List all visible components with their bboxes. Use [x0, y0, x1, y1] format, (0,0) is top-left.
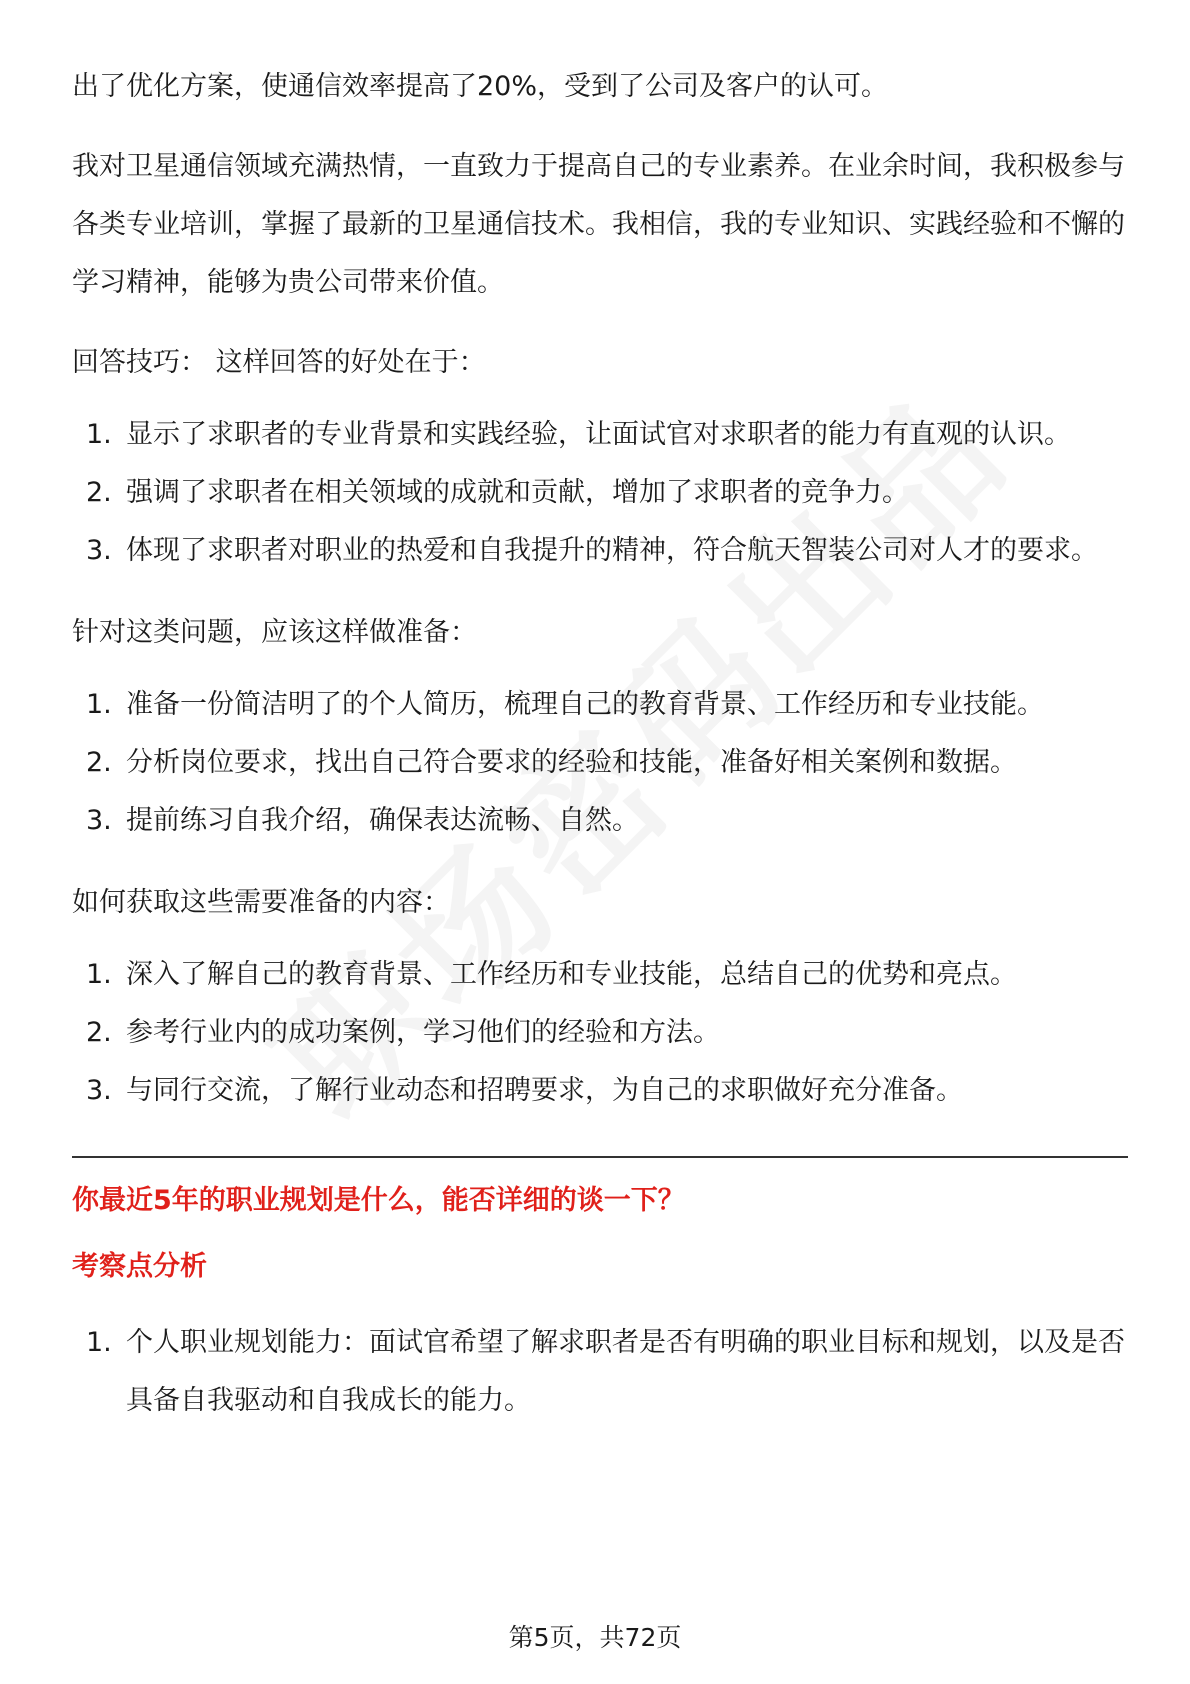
list-item: 3. 与同行交流，了解行业动态和招聘要求，为自己的求职做好充分准备。: [86, 1075, 963, 1106]
preparation-list: [72, 676, 1128, 850]
section-divider: [72, 1156, 1128, 1158]
benefits-list: [72, 406, 1128, 580]
list-item: 1. 个人职业规划能力：面试官希望了解求职者是否有明确的职业目标和规划，以及是否具备自我驱动和自我成长的能力。: [86, 1327, 1125, 1416]
list-item: 2. 分析岗位要求，找出自己符合要求的经验和技能，准备好相关案例和数据。: [86, 747, 1017, 778]
paragraph: 针对这类问题，应该这样做准备：: [72, 617, 477, 648]
paragraph: 我对卫星通信领域充满热情，一直致力于提高自己的专业素养。在业余时间，我积极参与各类专业培训，掌握了最新的卫星通信技术。我相信，我的专业知识、实践经验和不懈的学习精神，能够为贵公司带来价值。: [72, 151, 1125, 298]
list-item: 1. 显示了求职者的专业背景和实践经验，让面试官对求职者的能力有直观的认识。: [86, 419, 1071, 450]
sources-list: [72, 946, 1128, 1120]
question-heading: 你最近5年的职业规划是什么，能否详细的谈一下？: [72, 1185, 685, 1216]
list-item: 3. 提前练习自我介绍，确保表达流畅、自然。: [86, 805, 639, 836]
paragraph: 出了优化方案，使通信效率提高了20%，受到了公司及客户的认可。: [72, 71, 889, 102]
analysis-heading: 考察点分析: [72, 1251, 207, 1282]
paragraph: 如何获取这些需要准备的内容：: [72, 887, 450, 918]
document-page: [72, 58, 1128, 1430]
analysis-list: [72, 1314, 1128, 1430]
list-item: 3. 体现了求职者对职业的热爱和自我提升的精神，符合航天智装公司对人才的要求。: [86, 535, 1098, 566]
list-item: 2. 强调了求职者在相关领域的成就和贡献，增加了求职者的竞争力。: [86, 477, 909, 508]
list-item: 2. 参考行业内的成功案例，学习他们的经验和方法。: [86, 1017, 720, 1048]
answer-tips-label: 回答技巧： 这样回答的好处在于：: [72, 347, 486, 378]
list-item: 1. 深入了解自己的教育背景、工作经历和专业技能，总结自己的优势和亮点。: [86, 959, 1017, 990]
list-item: 1. 准备一份简洁明了的个人简历，梳理自己的教育背景、工作经历和专业技能。: [86, 689, 1044, 720]
page-footer: 第5页，共72页: [508, 1623, 682, 1652]
